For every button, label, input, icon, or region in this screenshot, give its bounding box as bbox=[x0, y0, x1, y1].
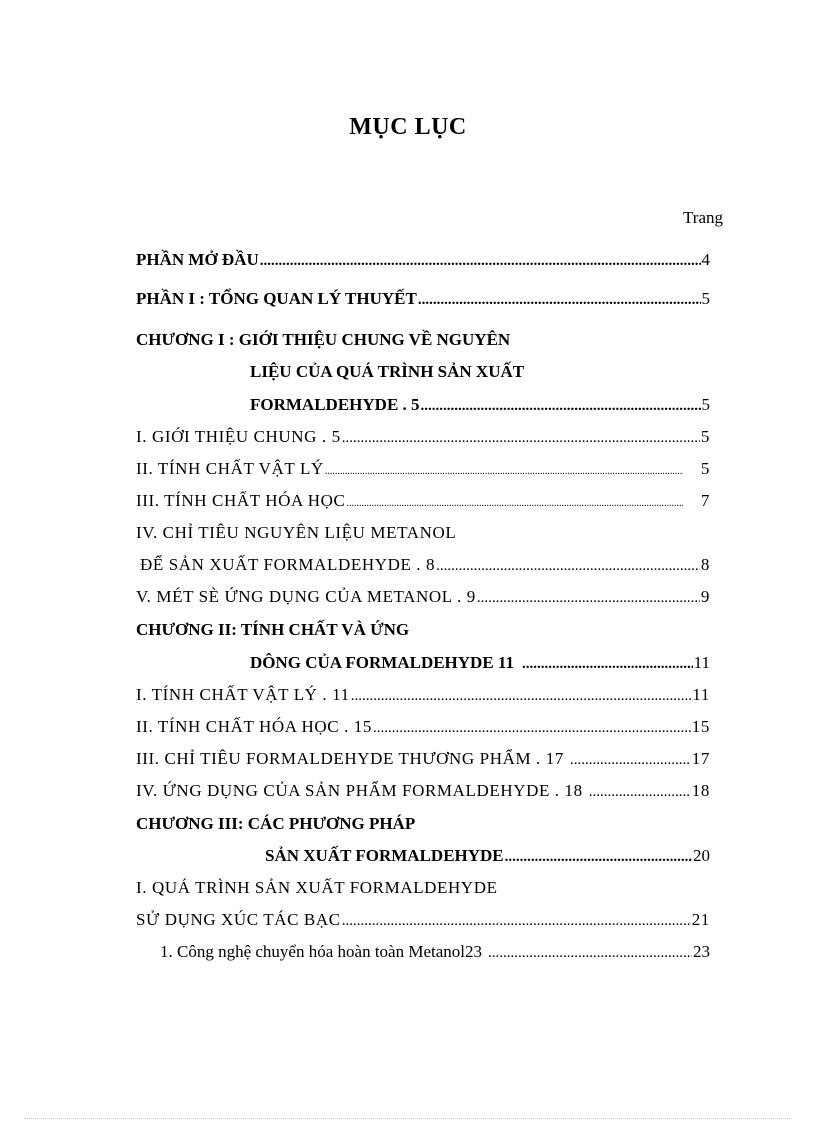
toc-entry[interactable] bbox=[140, 555, 710, 576]
toc-entry-text: III. CHỈ TIÊU FORMALDEHYDE THƯƠNG PHẨM . 17 bbox=[136, 749, 564, 768]
toc-leader-dots bbox=[260, 251, 701, 271]
toc-entry-page: 15 bbox=[691, 717, 710, 736]
toc-entry[interactable] bbox=[136, 459, 710, 482]
toc-entry-page: 5 bbox=[700, 427, 710, 446]
toc-leader-dots bbox=[589, 782, 691, 802]
toc-entry[interactable] bbox=[160, 942, 710, 963]
toc-leader-dots bbox=[418, 290, 701, 310]
toc-entry-text: LIỆU CỦA QUÁ TRÌNH SẢN XUẤT bbox=[250, 362, 525, 381]
toc-entry-page: 17 bbox=[691, 749, 710, 768]
toc-entry[interactable] bbox=[136, 781, 710, 802]
toc-leader-dots bbox=[351, 686, 692, 706]
page-title: MỤC LỤC bbox=[349, 114, 467, 140]
toc-entry-page: 4 bbox=[701, 250, 710, 269]
toc-entry-text: IV. CHỈ TIÊU NGUYÊN LIỆU METANOL bbox=[136, 523, 457, 542]
toc-entry[interactable] bbox=[136, 289, 710, 310]
toc-entry-page: 5 bbox=[701, 395, 710, 414]
toc-entry[interactable] bbox=[136, 587, 710, 608]
toc-entry-text: II. TÍNH CHẤT HÓA HỌC . 15 bbox=[136, 717, 372, 736]
toc-entry[interactable] bbox=[136, 910, 710, 931]
toc-leader-dots bbox=[342, 428, 700, 448]
toc-entry-text: V. MÉT SÈ ỨNG DỤNG CỦA METANOL . 9 bbox=[136, 587, 476, 606]
toc-entry[interactable] bbox=[265, 846, 710, 867]
toc-entry-text: II. TÍNH CHẤT VẬT LÝ bbox=[136, 459, 324, 478]
toc-entry[interactable] bbox=[136, 685, 710, 706]
toc-entry-text: 1. Công nghệ chuyển hóa hoàn toàn Metanol23 bbox=[160, 942, 482, 961]
toc-entry-page: 5 bbox=[700, 459, 710, 478]
toc-entry-page: 11 bbox=[693, 653, 710, 672]
toc-entry-text: CHƯƠNG I : GIỚI THIỆU CHUNG VỀ NGUYÊN bbox=[136, 330, 511, 349]
toc-entry-page: 5 bbox=[701, 289, 710, 308]
toc-entry-page: 8 bbox=[700, 555, 710, 574]
toc-entry[interactable] bbox=[136, 427, 710, 448]
toc-chapter-heading-cont bbox=[250, 362, 524, 382]
toc-section-heading[interactable] bbox=[136, 878, 498, 898]
toc-entry-text: I. GIỚI THIỆU CHUNG . 5 bbox=[136, 427, 341, 446]
toc-leader-dots bbox=[373, 718, 691, 738]
toc-leader-dots bbox=[421, 396, 701, 416]
toc-leader-dots bbox=[522, 654, 693, 674]
toc-entry-text: CHƯƠNG II: TÍNH CHẤT VÀ ỨNG bbox=[136, 620, 410, 639]
toc-entry-text: SỬ DỤNG XÚC TÁC BẠC bbox=[136, 910, 341, 929]
toc-entry-page: 23 bbox=[693, 942, 710, 961]
toc-entry[interactable] bbox=[250, 395, 710, 416]
toc-entry[interactable] bbox=[136, 717, 710, 738]
toc-leader-dots bbox=[325, 462, 683, 482]
toc-chapter-heading[interactable] bbox=[136, 330, 510, 350]
toc-leader-dots bbox=[488, 943, 692, 963]
toc-leader-dots bbox=[570, 750, 691, 770]
toc-leader-dots bbox=[505, 847, 692, 867]
toc-leader-dots bbox=[346, 494, 682, 514]
toc-entry-text: PHẦN I : TỔNG QUAN LÝ THUYẾT bbox=[136, 289, 417, 308]
toc-entry-page: 18 bbox=[691, 781, 710, 800]
toc-entry-page: 9 bbox=[700, 587, 710, 606]
toc-entry-text: SẢN XUẤT FORMALDEHYDE bbox=[265, 846, 504, 865]
toc-entry-page: 21 bbox=[691, 910, 710, 929]
toc-section-heading[interactable] bbox=[136, 523, 456, 543]
toc-entry[interactable] bbox=[136, 491, 710, 514]
toc-chapter-heading[interactable] bbox=[136, 814, 415, 834]
toc-leader-dots bbox=[342, 911, 691, 931]
toc-entry[interactable] bbox=[136, 749, 710, 770]
page-bottom-rule bbox=[24, 1118, 792, 1119]
toc-entry-text: III. TÍNH CHẤT HÓA HỌC bbox=[136, 491, 346, 510]
toc-entry-text: PHẦN MỞ ĐẦU bbox=[136, 250, 259, 269]
toc-entry-page: 11 bbox=[692, 685, 710, 704]
toc-entry-text: ĐỂ SẢN XUẤT FORMALDEHYDE . 8 bbox=[140, 555, 436, 574]
toc-chapter-heading[interactable] bbox=[136, 620, 409, 640]
toc-entry-page: 20 bbox=[693, 846, 710, 865]
toc-entry-text: IV. ỨNG DỤNG CỦA SẢN PHẨM FORMALDEHYDE . 18 bbox=[136, 781, 583, 800]
toc-entry[interactable] bbox=[136, 250, 710, 271]
toc-leader-dots bbox=[477, 588, 700, 608]
toc-entry-text: I. QUÁ TRÌNH SẢN XUẤT FORMALDEHYDE bbox=[136, 878, 498, 897]
toc-entry[interactable] bbox=[250, 653, 710, 674]
toc-entry-text: FORMALDEHYDE . 5 bbox=[250, 395, 420, 414]
toc-entry-page: 7 bbox=[700, 491, 710, 510]
toc-entry-text: I. TÍNH CHẤT VẬT LÝ . 11 bbox=[136, 685, 350, 704]
toc-entry-text: DÔNG CỦA FORMALDEHYDE 11 bbox=[250, 653, 514, 672]
toc-leader-dots bbox=[436, 556, 700, 576]
toc-entry-text: CHƯƠNG III: CÁC PHƯƠNG PHÁP bbox=[136, 814, 416, 833]
page-column-header: Trang bbox=[683, 208, 723, 227]
